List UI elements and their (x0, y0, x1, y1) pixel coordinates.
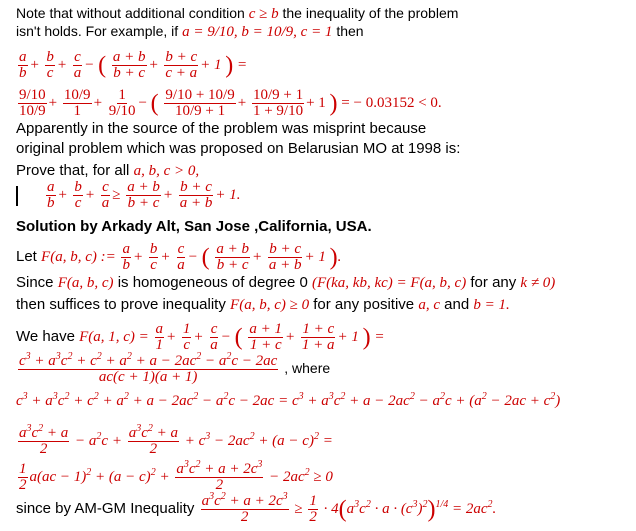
line-16: $\frac{a^3c^2 + a}{2}$ − $a^2c$ + $\frac{a^3c^2 + a}{2}$ + $c^3 - 2ac^2 + (a - c)^2$ = (19, 423, 333, 457)
line-1: Note that without additional condition c ≥ b the inequality of the problem (16, 5, 459, 22)
line-10: Let F(a, b, c) := $\frac{a}{b}$ + $\frac{b}{c}$ + $\frac{c}{a}$ − ( $\frac{a + b}{b + c}$ + $\frac{b + c}{a + b}$ + 1 ). (16, 241, 342, 273)
line-12: then suffices to prove inequality F(a, b, c) ≥ 0 for any positive a, c and b = 1. (16, 296, 510, 313)
line-6: original problem which was proposed on Belarusian MO at 1998 is: (16, 140, 461, 157)
line-17: $\frac{1}{2}$ $a(ac - 1)^2 + (a - c)^2$ + $\frac{a^3c^2 + a + 2c^3}{2}$ − $2ac^2 \ge 0$ (19, 459, 333, 493)
line-13: We have F(a, 1, c) = $\frac{a}{1}$ + $\frac{1}{c}$ + $\frac{c}{a}$ − ( $\frac{a + 1}{1 + c}$ + $\frac{1 + c}{1 + a}$ + 1 ) = (16, 321, 385, 353)
line-5: Apparently in the source of the problem was misprint because (16, 120, 427, 137)
text-cursor (16, 186, 18, 206)
target-inequality: $\frac{a}{b}$ + $\frac{b}{c}$ + $\frac{c}{a}$ ≥ $\frac{a + b}{b + c}$ + $\frac{b + c}{a + b}$ + 1. (47, 179, 241, 211)
line-7: Prove that, for all a, b, c > 0, (16, 162, 200, 179)
line-15: $c^3 + a^3c^2 + c^2 + a^2 + a - 2ac^2 - a^2c - 2ac = c^3 + a^3c^2 + a - 2ac^2 - a^2c + (a^2 - 2ac + c^2)$ (16, 391, 561, 409)
solution-heading: Solution by Arkady Alt, San Jose ,California, USA. (16, 218, 372, 235)
example-evaluation: $\frac{9/10}{10/9}$ + $\frac{10/9}{1}$ + $\frac{1}{9/10}$ − ( $\frac{9/10 + 10/9}{10/9 + 1}$ + $\frac{10/9 + 1}{1 + 9/10}$ + 1 ) = − 0.03152 < 0. (19, 87, 442, 119)
line-11: Since F(a, b, c) is homogeneous of degree 0 (F(ka, kb, kc) = F(a, b, c) for any k ≠ 0) (16, 274, 556, 291)
example-expression: $\frac{a}{b}$ + $\frac{b}{c}$ + $\frac{c}{a}$ − ( $\frac{a + b}{b + c}$ + $\frac{b + c}{c + a}$ + 1 ) = (19, 49, 248, 81)
line-14: $\frac{c^3 + a^3c^2 + c^2 + a^2 + a - 2ac^2 - a^2c - 2ac}{ac(c + 1)(a + 1)}$ , where (19, 351, 331, 385)
line-2: isn't holds. For example, if a = 9/10, b = 10/9, c = 1 then (16, 23, 364, 40)
line-18: since by AM-GM Inequality $\frac{a^3c^2 + a + 2c^3}{2}$ ≥ $\frac{1}{2}$ · $4(a^3c^2 \cdot a \cdot (c^3)^2)^{1/4} = 2ac^2$. (16, 491, 497, 525)
example-result: = − 0.03152 < 0. (341, 94, 442, 111)
